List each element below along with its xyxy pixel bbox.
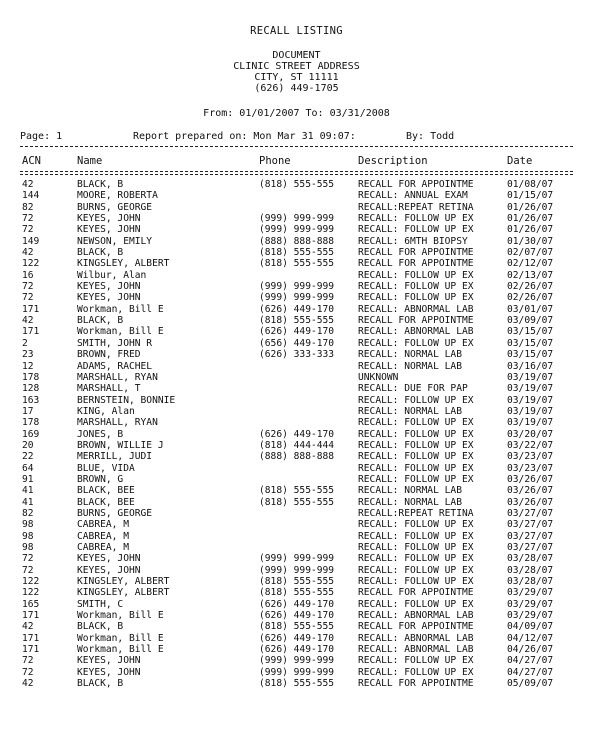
table-row xyxy=(0,429,593,440)
cell-acn: 122 xyxy=(22,587,40,599)
cell-name: Workman, Bill E xyxy=(77,644,164,656)
table-row xyxy=(0,338,593,349)
cell-description: RECALL: FOLLOW UP EX xyxy=(358,281,474,293)
cell-date: 03/26/07 xyxy=(507,496,554,508)
table-row xyxy=(0,224,593,235)
cell-name: ADAMS, RACHEL xyxy=(77,360,153,372)
cell-acn: 171 xyxy=(22,632,40,644)
cell-phone: (999) 999-999 xyxy=(259,213,335,225)
cell-description: RECALL: NORMAL LAB xyxy=(358,360,462,372)
cell-description: RECALL: FOLLOW UP EX xyxy=(358,655,474,667)
cell-description: RECALL: FOLLOW UP EX xyxy=(358,462,474,474)
table-row xyxy=(0,406,593,417)
cell-phone: (999) 999-999 xyxy=(259,224,335,236)
cell-phone: (818) 555-555 xyxy=(259,678,335,690)
cell-acn: 82 xyxy=(22,507,34,519)
cell-date: 03/28/07 xyxy=(507,564,554,576)
cell-phone: (818) 555-555 xyxy=(259,179,335,190)
cell-description: RECALL: ABNORMAL LAB xyxy=(358,644,474,656)
cell-acn: 72 xyxy=(22,655,34,667)
cell-date: 01/15/07 xyxy=(507,190,554,202)
divider-header xyxy=(20,171,573,172)
cell-date: 03/29/07 xyxy=(507,610,554,622)
cell-phone: (626) 449-170 xyxy=(259,326,335,338)
cell-name: MOORE, ROBERTA xyxy=(77,190,158,202)
cell-date: 04/27/07 xyxy=(507,666,554,678)
header-line-document: DOCUMENT xyxy=(272,50,321,61)
cell-name: KEYES, JOHN xyxy=(77,666,141,678)
cell-acn: 169 xyxy=(22,428,40,440)
table-row xyxy=(0,599,593,610)
cell-name: BLACK, BEE xyxy=(77,485,135,497)
cell-date: 02/26/07 xyxy=(507,292,554,304)
table-row xyxy=(0,519,593,530)
cell-date: 03/27/07 xyxy=(507,507,554,519)
cell-date: 03/29/07 xyxy=(507,598,554,610)
cell-description: RECALL: FOLLOW UP EX xyxy=(358,451,474,463)
cell-name: KEYES, JOHN xyxy=(77,655,141,667)
cell-acn: 144 xyxy=(22,190,40,202)
cell-name: KEYES, JOHN xyxy=(77,213,141,225)
cell-acn: 91 xyxy=(22,473,34,485)
cell-description: RECALL: ABNORMAL LAB xyxy=(358,610,474,622)
cell-acn: 171 xyxy=(22,326,40,338)
table-row xyxy=(0,633,593,644)
table-row xyxy=(0,179,593,190)
cell-phone: (818) 555-555 xyxy=(259,258,335,270)
cell-date: 03/26/07 xyxy=(507,485,554,497)
column-header-acn: ACN xyxy=(22,155,41,167)
cell-acn: 72 xyxy=(22,666,34,678)
cell-phone: (888) 888-888 xyxy=(259,235,335,247)
report-title: RECALL LISTING xyxy=(250,25,343,37)
cell-name: BLACK, B xyxy=(77,315,124,327)
table-row xyxy=(0,247,593,258)
cell-acn: 64 xyxy=(22,462,34,474)
column-header-phone: Phone xyxy=(259,155,291,167)
cell-date: 03/01/07 xyxy=(507,303,554,315)
cell-description: RECALL: FOLLOW UP EX xyxy=(358,337,474,349)
cell-description: RECALL: FOLLOW UP EX xyxy=(358,213,474,225)
cell-phone: (999) 999-999 xyxy=(259,281,335,293)
cell-name: BERNSTEIN, BONNIE xyxy=(77,394,176,406)
cell-phone: (999) 999-999 xyxy=(259,666,335,678)
cell-acn: 17 xyxy=(22,405,34,417)
table-row xyxy=(0,315,593,326)
cell-name: KINGSLEY, ALBERT xyxy=(77,576,170,588)
cell-acn: 23 xyxy=(22,349,34,361)
table-row xyxy=(0,440,593,451)
table-row xyxy=(0,349,593,360)
table-row xyxy=(0,678,593,689)
cell-name: KING, Alan xyxy=(77,405,135,417)
table-row xyxy=(0,190,593,201)
cell-acn: 72 xyxy=(22,292,34,304)
cell-name: BLACK, B xyxy=(77,247,124,259)
cell-phone: (626) 449-170 xyxy=(259,632,335,644)
cell-date: 02/07/07 xyxy=(507,247,554,259)
cell-phone: (626) 449-170 xyxy=(259,610,335,622)
cell-description: RECALL FOR APPOINTME xyxy=(358,621,474,633)
cell-name: KEYES, JOHN xyxy=(77,224,141,236)
table-row xyxy=(0,508,593,519)
cell-description: RECALL: 6MTH BIOPSY xyxy=(358,235,468,247)
table-row xyxy=(0,270,593,281)
table-row xyxy=(0,451,593,462)
cell-description: RECALL: FOLLOW UP EX xyxy=(358,519,474,531)
cell-acn: 42 xyxy=(22,179,34,190)
cell-name: CABREA, M xyxy=(77,542,129,553)
cell-acn: 42 xyxy=(22,621,34,633)
cell-description: RECALL FOR APPOINTME xyxy=(358,315,474,327)
cell-phone: (626) 449-170 xyxy=(259,303,335,315)
cell-description: RECALL: FOLLOW UP EX xyxy=(358,564,474,576)
table-row xyxy=(0,292,593,303)
table-row xyxy=(0,565,593,576)
table-row xyxy=(0,213,593,224)
cell-date: 03/27/07 xyxy=(507,542,554,553)
cell-name: BLACK, BEE xyxy=(77,496,135,508)
cell-date: 03/29/07 xyxy=(507,587,554,599)
cell-description: RECALL: FOLLOW UP EX xyxy=(358,439,474,451)
cell-date: 03/27/07 xyxy=(507,530,554,542)
cell-date: 03/23/07 xyxy=(507,451,554,463)
cell-date: 03/23/07 xyxy=(507,462,554,474)
cell-description: RECALL: FOLLOW UP EX xyxy=(358,553,474,565)
table-row xyxy=(0,553,593,564)
cell-acn: 42 xyxy=(22,247,34,259)
cell-date: 03/19/07 xyxy=(507,417,554,429)
cell-description: RECALL: DUE FOR PAP xyxy=(358,383,468,395)
cell-acn: 22 xyxy=(22,451,34,463)
cell-phone: (818) 555-555 xyxy=(259,621,335,633)
cell-acn: 16 xyxy=(22,269,34,281)
header-line-city: CITY, ST 11111 xyxy=(254,72,339,83)
cell-name: SMITH, C xyxy=(77,598,124,610)
recall-table xyxy=(0,179,593,689)
cell-date: 04/12/07 xyxy=(507,632,554,644)
cell-date: 04/27/07 xyxy=(507,655,554,667)
cell-name: BLUE, VIDA xyxy=(77,462,135,474)
cell-date: 03/27/07 xyxy=(507,519,554,531)
table-row xyxy=(0,587,593,598)
cell-acn: 72 xyxy=(22,224,34,236)
cell-phone: (656) 449-170 xyxy=(259,337,335,349)
prepared-by: By: Todd xyxy=(406,131,455,142)
prepared-on: Report prepared on: Mon Mar 31 09:07: xyxy=(133,131,356,142)
cell-phone: (626) 449-170 xyxy=(259,644,335,656)
table-row xyxy=(0,372,593,383)
table-row xyxy=(0,576,593,587)
cell-name: Workman, Bill E xyxy=(77,632,164,644)
cell-description: RECALL: FOLLOW UP EX xyxy=(358,428,474,440)
cell-description: RECALL: NORMAL LAB xyxy=(358,496,462,508)
cell-description: RECALL: FOLLOW UP EX xyxy=(358,542,474,553)
table-row xyxy=(0,304,593,315)
cell-description: RECALL: FOLLOW UP EX xyxy=(358,292,474,304)
cell-name: BROWN, WILLIE J xyxy=(77,439,164,451)
cell-name: Workman, Bill E xyxy=(77,303,164,315)
cell-acn: 98 xyxy=(22,542,34,553)
cell-description: RECALL: ABNORMAL LAB xyxy=(358,303,474,315)
cell-phone: (999) 999-999 xyxy=(259,655,335,667)
cell-description: RECALL:REPEAT RETINA xyxy=(358,507,474,519)
cell-date: 01/08/07 xyxy=(507,179,554,190)
table-row xyxy=(0,474,593,485)
cell-description: RECALL FOR APPOINTME xyxy=(358,678,474,690)
cell-acn: 72 xyxy=(22,564,34,576)
cell-date: 03/15/07 xyxy=(507,326,554,338)
cell-acn: 178 xyxy=(22,371,40,383)
cell-acn: 12 xyxy=(22,360,34,372)
cell-name: MERRILL, JUDI xyxy=(77,451,153,463)
cell-description: RECALL: FOLLOW UP EX xyxy=(358,224,474,236)
header-line-address: CLINIC STREET ADDRESS xyxy=(233,61,360,72)
cell-phone: (626) 449-170 xyxy=(259,428,335,440)
date-range: From: 01/01/2007 To: 03/31/2008 xyxy=(203,108,390,119)
cell-name: MARSHALL, RYAN xyxy=(77,417,158,429)
cell-acn: 128 xyxy=(22,383,40,395)
cell-date: 02/13/07 xyxy=(507,269,554,281)
cell-date: 02/26/07 xyxy=(507,281,554,293)
cell-date: 04/26/07 xyxy=(507,644,554,656)
table-row xyxy=(0,258,593,269)
table-row xyxy=(0,621,593,632)
cell-name: BROWN, G xyxy=(77,473,124,485)
cell-acn: 178 xyxy=(22,417,40,429)
cell-date: 03/19/07 xyxy=(507,383,554,395)
cell-name: BROWN, FRED xyxy=(77,349,141,361)
cell-date: 03/20/07 xyxy=(507,428,554,440)
cell-description: RECALL: FOLLOW UP EX xyxy=(358,666,474,678)
cell-name: Workman, Bill E xyxy=(77,326,164,338)
table-row xyxy=(0,542,593,553)
column-header-description: Description xyxy=(358,155,428,167)
cell-date: 05/09/07 xyxy=(507,678,554,690)
cell-acn: 149 xyxy=(22,235,40,247)
cell-acn: 171 xyxy=(22,610,40,622)
cell-date: 03/15/07 xyxy=(507,337,554,349)
column-header-date: Date xyxy=(507,155,533,167)
cell-name: CABREA, M xyxy=(77,530,129,542)
cell-name: BURNS, GEORGE xyxy=(77,507,153,519)
cell-date: 01/26/07 xyxy=(507,213,554,225)
cell-date: 03/28/07 xyxy=(507,553,554,565)
cell-name: Workman, Bill E xyxy=(77,610,164,622)
cell-description: RECALL: NORMAL LAB xyxy=(358,349,462,361)
header-line-phone: (626) 449-1705 xyxy=(254,83,339,94)
cell-name: MARSHALL, T xyxy=(77,383,141,395)
cell-acn: 163 xyxy=(22,394,40,406)
cell-name: KINGSLEY, ALBERT xyxy=(77,258,170,270)
cell-phone: (818) 555-555 xyxy=(259,485,335,497)
cell-date: 01/26/07 xyxy=(507,201,554,213)
cell-description: UNKNOWN xyxy=(358,371,399,383)
cell-phone: (818) 444-444 xyxy=(259,439,335,451)
cell-description: RECALL: FOLLOW UP EX xyxy=(358,530,474,542)
cell-description: RECALL FOR APPOINTME xyxy=(358,258,474,270)
table-row xyxy=(0,395,593,406)
cell-description: RECALL: ABNORMAL LAB xyxy=(358,326,474,338)
cell-date: 03/15/07 xyxy=(507,349,554,361)
cell-date: 03/19/07 xyxy=(507,394,554,406)
cell-date: 04/09/07 xyxy=(507,621,554,633)
cell-acn: 82 xyxy=(22,201,34,213)
cell-phone: (818) 555-555 xyxy=(259,247,335,259)
table-row xyxy=(0,326,593,337)
cell-date: 01/30/07 xyxy=(507,235,554,247)
cell-acn: 72 xyxy=(22,553,34,565)
cell-date: 03/09/07 xyxy=(507,315,554,327)
cell-description: RECALL: FOLLOW UP EX xyxy=(358,473,474,485)
cell-name: KEYES, JOHN xyxy=(77,281,141,293)
cell-description: RECALL: NORMAL LAB xyxy=(358,485,462,497)
cell-name: Wilbur, Alan xyxy=(77,269,147,281)
cell-description: RECALL: ABNORMAL LAB xyxy=(358,632,474,644)
cell-acn: 171 xyxy=(22,644,40,656)
cell-description: RECALL: FOLLOW UP EX xyxy=(358,598,474,610)
cell-name: CABREA, M xyxy=(77,519,129,531)
cell-name: KEYES, JOHN xyxy=(77,553,141,565)
cell-description: RECALL: FOLLOW UP EX xyxy=(358,269,474,281)
cell-phone: (818) 555-555 xyxy=(259,315,335,327)
cell-description: RECALL: NORMAL LAB xyxy=(358,405,462,417)
cell-acn: 98 xyxy=(22,519,34,531)
cell-date: 02/12/07 xyxy=(507,258,554,270)
cell-acn: 122 xyxy=(22,576,40,588)
cell-acn: 42 xyxy=(22,315,34,327)
table-row xyxy=(0,417,593,428)
table-row xyxy=(0,610,593,621)
cell-acn: 98 xyxy=(22,530,34,542)
column-header-name: Name xyxy=(77,155,103,167)
table-row xyxy=(0,485,593,496)
table-row xyxy=(0,667,593,678)
cell-name: KEYES, JOHN xyxy=(77,292,141,304)
cell-acn: 165 xyxy=(22,598,40,610)
cell-description: RECALL: ANNUAL EXAM xyxy=(358,190,468,202)
divider-top xyxy=(20,146,573,147)
cell-phone: (999) 999-999 xyxy=(259,564,335,576)
cell-date: 03/22/07 xyxy=(507,439,554,451)
table-row xyxy=(0,531,593,542)
cell-phone: (999) 999-999 xyxy=(259,292,335,304)
cell-phone: (818) 555-555 xyxy=(259,576,335,588)
cell-acn: 20 xyxy=(22,439,34,451)
cell-acn: 72 xyxy=(22,281,34,293)
table-row xyxy=(0,463,593,474)
cell-name: JONES, B xyxy=(77,428,124,440)
table-row xyxy=(0,281,593,292)
table-row xyxy=(0,202,593,213)
cell-name: NEWSON, EMILY xyxy=(77,235,153,247)
cell-phone: (999) 999-999 xyxy=(259,553,335,565)
cell-name: BURNS, GEORGE xyxy=(77,201,153,213)
cell-date: 03/26/07 xyxy=(507,473,554,485)
cell-name: MARSHALL, RYAN xyxy=(77,371,158,383)
cell-date: 03/16/07 xyxy=(507,360,554,372)
table-row xyxy=(0,497,593,508)
table-row xyxy=(0,644,593,655)
cell-name: BLACK, B xyxy=(77,621,124,633)
table-row xyxy=(0,655,593,666)
page-number: Page: 1 xyxy=(20,131,63,142)
cell-date: 03/28/07 xyxy=(507,576,554,588)
cell-name: BLACK, B xyxy=(77,179,124,190)
cell-phone: (888) 888-888 xyxy=(259,451,335,463)
divider-header-double xyxy=(20,174,573,175)
cell-acn: 41 xyxy=(22,485,34,497)
cell-acn: 42 xyxy=(22,678,34,690)
cell-phone: (626) 333-333 xyxy=(259,349,335,361)
cell-date: 03/19/07 xyxy=(507,405,554,417)
cell-name: KEYES, JOHN xyxy=(77,564,141,576)
cell-acn: 72 xyxy=(22,213,34,225)
cell-acn: 171 xyxy=(22,303,40,315)
cell-description: RECALL FOR APPOINTME xyxy=(358,247,474,259)
cell-description: RECALL: FOLLOW UP EX xyxy=(358,394,474,406)
cell-acn: 2 xyxy=(22,337,28,349)
cell-acn: 122 xyxy=(22,258,40,270)
cell-name: KINGSLEY, ALBERT xyxy=(77,587,170,599)
cell-phone: (818) 555-555 xyxy=(259,496,335,508)
table-row xyxy=(0,236,593,247)
table-row xyxy=(0,361,593,372)
cell-description: RECALL: FOLLOW UP EX xyxy=(358,576,474,588)
table-row xyxy=(0,383,593,394)
cell-name: BLACK, B xyxy=(77,678,124,690)
cell-description: RECALL FOR APPOINTME xyxy=(358,587,474,599)
cell-description: RECALL: FOLLOW UP EX xyxy=(358,417,474,429)
cell-name: SMITH, JOHN R xyxy=(77,337,153,349)
cell-date: 03/19/07 xyxy=(507,371,554,383)
cell-description: RECALL FOR APPOINTME xyxy=(358,179,474,190)
cell-phone: (818) 555-555 xyxy=(259,587,335,599)
cell-description: RECALL:REPEAT RETINA xyxy=(358,201,474,213)
cell-phone: (626) 449-170 xyxy=(259,598,335,610)
cell-date: 01/26/07 xyxy=(507,224,554,236)
cell-acn: 41 xyxy=(22,496,34,508)
